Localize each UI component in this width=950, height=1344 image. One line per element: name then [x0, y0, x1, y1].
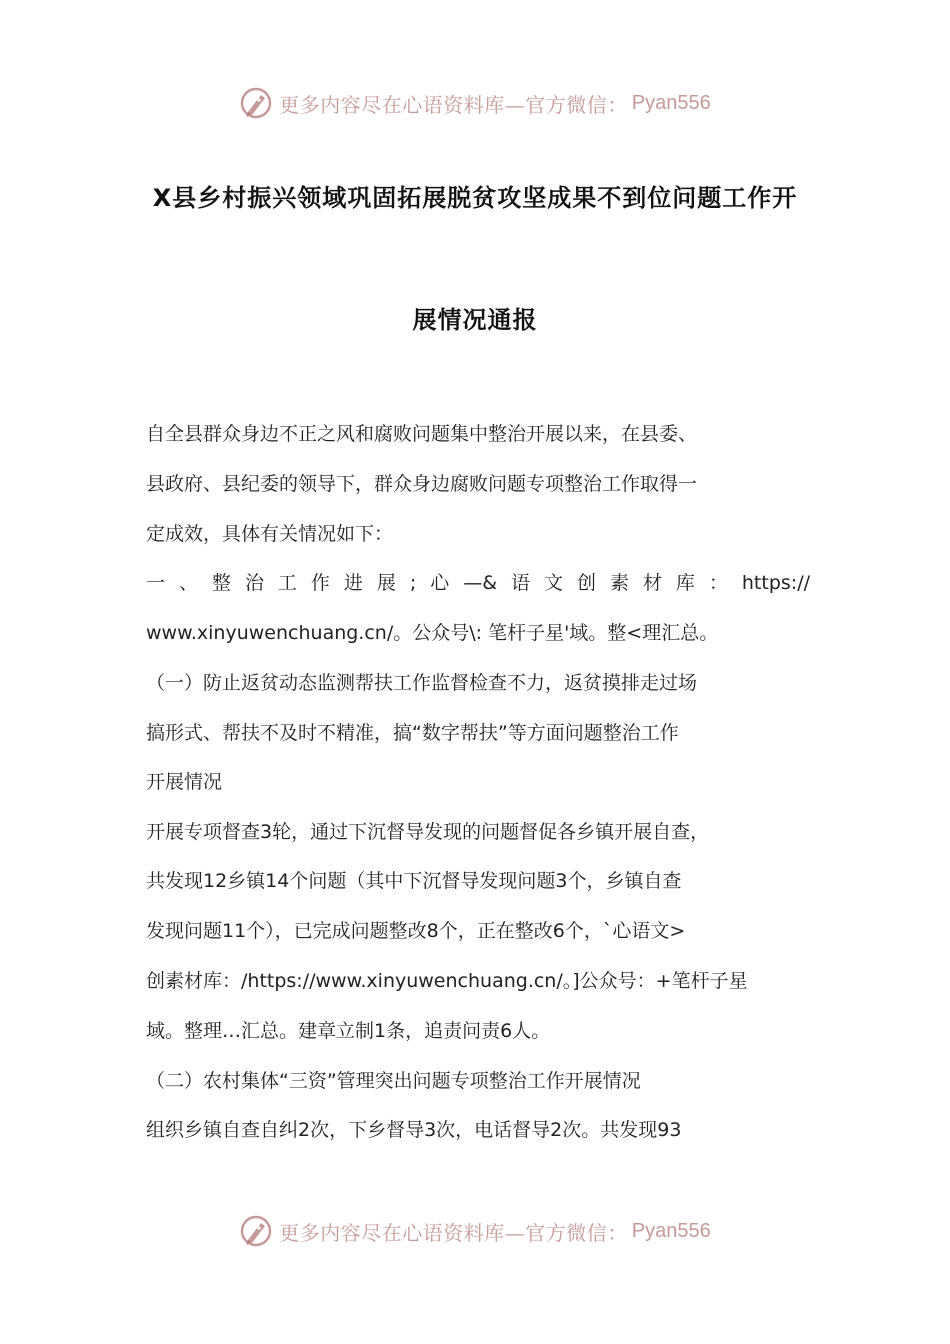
body-line: 发现问题11个），已完成问题整改8个，正在整改6个，`心语文> — [146, 920, 686, 942]
header-watermark — [0, 80, 950, 126]
document-title-line1: X县乡村振兴领域巩固拓展脱贫攻坚成果不到位问题工作开 — [152, 184, 798, 212]
section-heading-line: 一、整治工作进展;心—&语文创素材库：https:// — [146, 572, 810, 594]
watermark-id: Pyan556 — [631, 91, 711, 114]
subsection-heading-line: 开展情况 — [146, 771, 223, 793]
footer-watermark — [0, 1208, 950, 1254]
body-line: 开展专项督查3轮，通过下沉督导发现的问题督促各乡镇开展自查， — [146, 821, 710, 843]
subsection-heading-line: （一）防止返贫动态监测帮扶工作监督检查不力，返贫摸排走过场 — [146, 672, 698, 694]
watermark-text: 更多内容尽在心语资料库—官方微信： — [279, 92, 628, 117]
body-line: 共发现12乡镇14个问题（其中下沉督导发现问题3个，乡镇自查 — [146, 870, 682, 892]
watermark-text: 更多内容尽在心语资料库—官方微信： — [279, 1220, 628, 1245]
document-title-line2: 展情况通报 — [412, 306, 538, 334]
body-line: 创素材库：/https://www.xinyuwenchuang.cn/。]公众号：+笔杆子星 — [146, 970, 748, 992]
body-line: 定成效，具体有关情况如下： — [146, 523, 394, 545]
subsection-heading-line: 搞形式、帮扶不及时不精准，搞“数字帮扶”等方面问题整治工作 — [146, 722, 679, 744]
watermark-id: Pyan556 — [631, 1219, 711, 1242]
body-line: 组织乡镇自查自纠2次，下乡督导3次，电话督导2次。共发现93 — [146, 1119, 682, 1141]
body-line: www.xinyuwenchuang.cn/。公众号\: 笔杆子星'域。整<理汇总。 — [146, 622, 719, 644]
body-line: 县政府、县纪委的领导下，群众身边腐败问题专项整治工作取得一 — [146, 473, 698, 495]
subsection-heading-line: （二）农村集体“三资”管理突出问题专项整治工作开展情况 — [146, 1070, 641, 1092]
body-line: 域。整理…汇总。建章立制1条，追责问责6人。 — [146, 1020, 551, 1042]
pen-nib-logo-icon — [239, 86, 273, 120]
pen-nib-logo-icon — [239, 1214, 273, 1248]
body-line: 自全县群众身边不正之风和腐败问题集中整治开展以来，在县委、 — [146, 423, 698, 445]
